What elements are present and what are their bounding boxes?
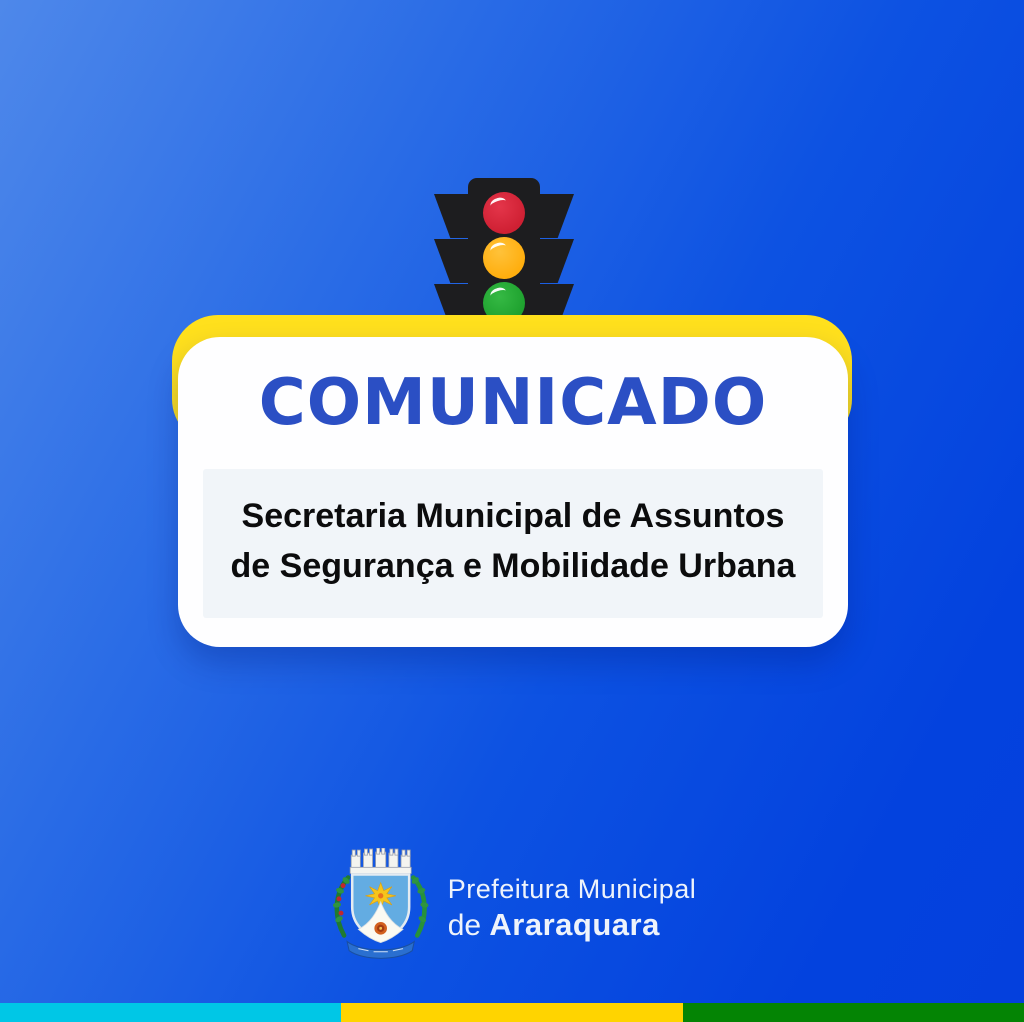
- amber-light-icon: [483, 237, 525, 279]
- stripe-cyan-segment: [0, 1003, 341, 1022]
- red-light-icon: [483, 192, 525, 234]
- page-title: COMUNICADO: [258, 366, 768, 440]
- stripe-yellow-segment: [341, 1003, 682, 1022]
- footer-logo-group: [328, 848, 697, 968]
- announcement-card: [178, 337, 848, 647]
- footer-org-line2: [448, 906, 697, 945]
- stripe-green-segment: [683, 1003, 1024, 1022]
- subtitle-line-2: de Segurança e Mobilidade Urbana: [230, 547, 796, 585]
- traffic-light-visor: [540, 194, 574, 238]
- footer-org-line2-prefix: de: [447, 908, 490, 942]
- footer-wordmark: [448, 872, 697, 945]
- traffic-light-visor: [540, 239, 574, 283]
- traffic-light-visor: [434, 239, 468, 283]
- footer-org-line2-name: Araraquara: [489, 906, 660, 942]
- subtitle-panel: [203, 469, 823, 618]
- footer-org-line1: Prefeitura Municipal: [447, 873, 697, 904]
- bottom-color-stripe: [0, 1003, 1024, 1022]
- subtitle-line-1: Secretaria Municipal de Assuntos: [241, 497, 785, 535]
- traffic-light-visor: [434, 194, 468, 238]
- araraquara-coat-of-arms-icon: [328, 848, 434, 968]
